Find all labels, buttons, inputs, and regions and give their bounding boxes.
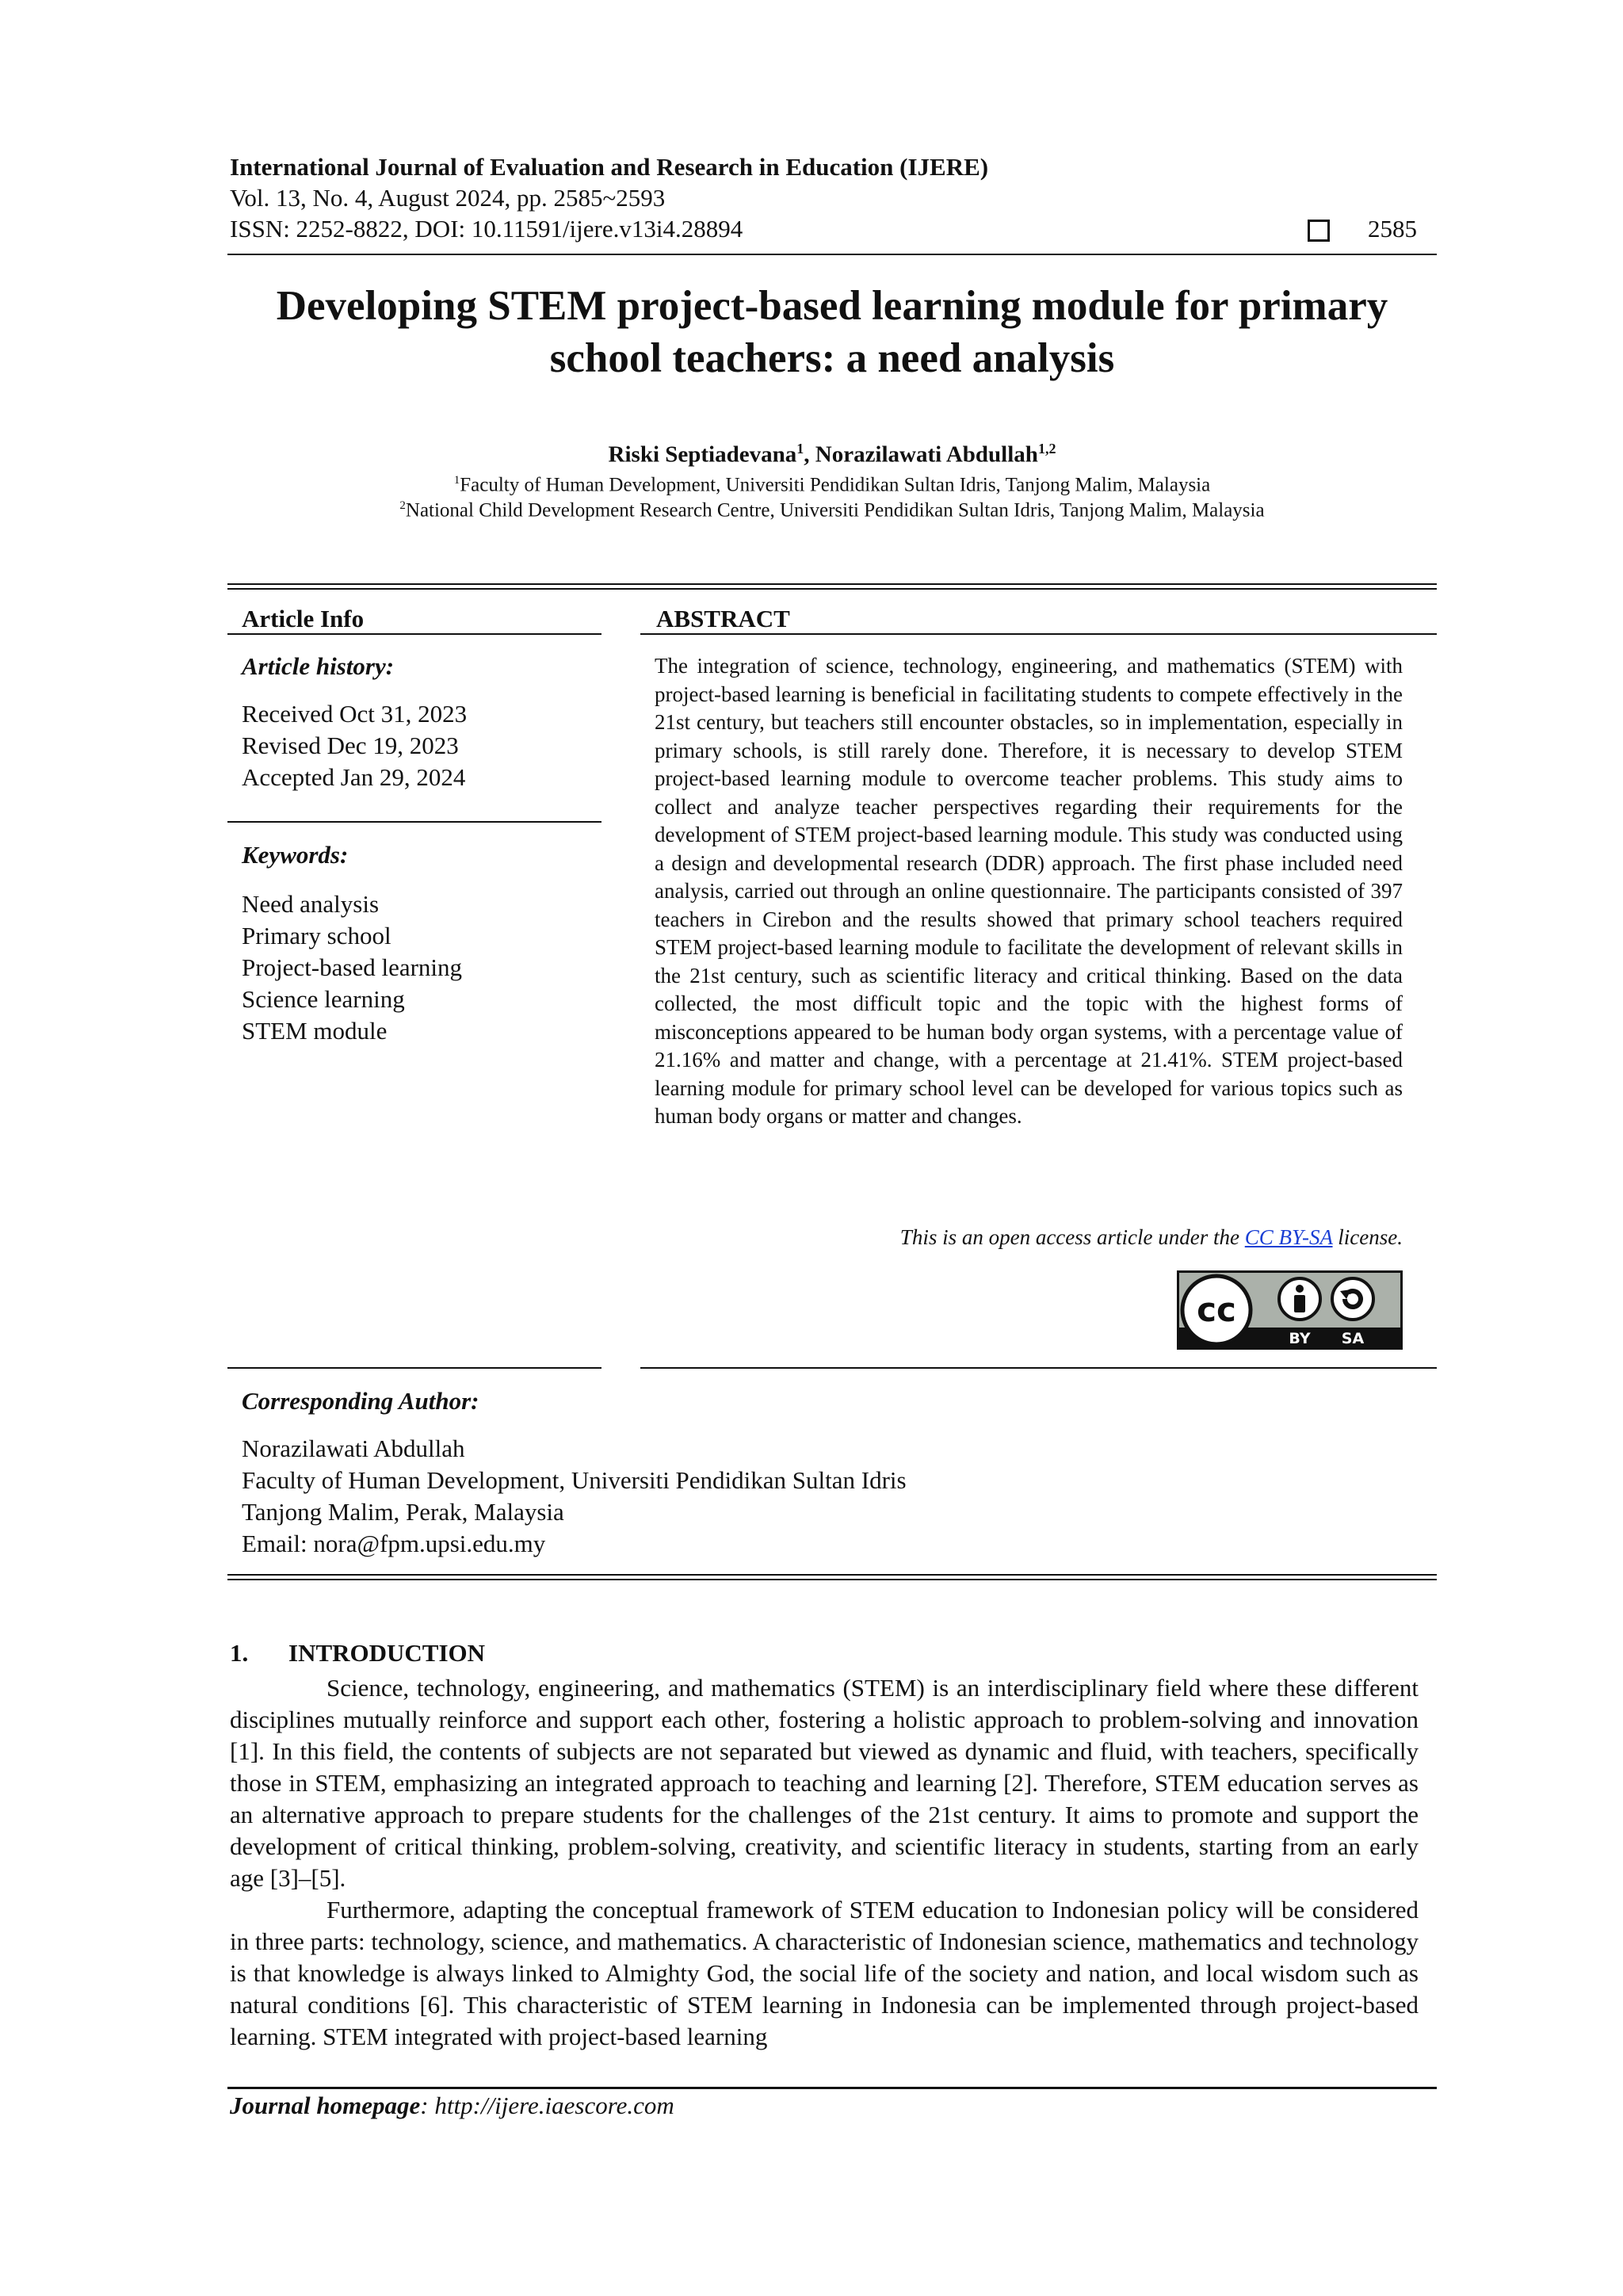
journal-homepage[interactable] [230, 2092, 674, 2120]
author-name: Riski Septiadevana [608, 441, 797, 468]
infobox-bottom-rule-2 [227, 1579, 1437, 1580]
affil-text: National Child Development Research Centre, Universiti Pendidikan Sultan Idris, Tanjong Malim, Malaysia [405, 499, 1265, 521]
intro-paragraph-2: Furthermore, adapting the conceptual framework of STEM education to Indonesian policy will be considered in three parts: technology, science, and mathematics. A characteristic of Indonesian science, mathematics and technology is that knowledge is always linked to Almighty God, the social life of the society and nation, and local wisdom such as natural conditions [6]. This characteristic of STEM learning in Indonesia can be implemented through project-based learning. STEM integrated with project-based learning [230, 1896, 1419, 2050]
oa-suffix: license. [1332, 1225, 1403, 1249]
article-title: Developing STEM project-based learning module for primary school teachers: a need analysis [276, 283, 1388, 381]
abstract-heading: ABSTRACT [656, 605, 790, 632]
footer-url: : http://ijere.iaescore.com [420, 2092, 674, 2119]
cc-by-sa-badge[interactable] [1177, 1270, 1403, 1354]
keyword-item: Project-based learning [242, 953, 463, 981]
author-affil-sup: 1,2 [1037, 441, 1056, 457]
history-rule [227, 821, 601, 823]
journal-name: International Journal of Evaluation and Research in Education (IJERE) [230, 153, 989, 181]
corresponding-dept: Faculty of Human Development, Universiti Pendidikan Sultan Idris [242, 1466, 907, 1494]
cc-badge-svg [1177, 1270, 1403, 1350]
header-divider [227, 254, 1437, 255]
section-number: 1. [230, 1639, 249, 1667]
page-number: 2585 [1368, 215, 1417, 243]
volume-line: Vol. 13, No. 4, August 2024, pp. 2585~2593 [230, 184, 666, 212]
sa-share-alike-icon [1332, 1278, 1373, 1320]
author-affil-sup: 1 [796, 441, 804, 457]
infobox-bottom-rule [227, 1574, 1437, 1576]
square-icon [1308, 220, 1330, 242]
corresponding-author-heading: Corresponding Author: [242, 1387, 479, 1415]
abstract-bottom-rule [640, 1367, 1437, 1369]
article-info-heading: Article Info [242, 605, 365, 632]
affiliation-2 [227, 499, 1437, 521]
section-title: INTRODUCTION [288, 1639, 486, 1667]
author-name: Norazilawati Abdullah [815, 441, 1038, 468]
revised-date: Revised Dec 19, 2023 [242, 732, 459, 759]
badge-by-label: BY [1289, 1330, 1311, 1347]
abstract-text: The integration of science, technology, engineering, and mathematics (STEM) with project-based learning is beneficial in facilitating students to compete effectively in the 21st century, but teachers still encounter obstacles, so in implementation, especially in primary schools, is still rarely done. Therefore, it is necessary to develop STEM project-based learning module to overcome teacher problems. This study aims to collect and analyze teacher perspectives regarding their requirements for the development of STEM project-based learning module. This study was conducted using a design and developmental research (DDR) approach. The first phase included need analysis, carried out through an online questionnaire. The participants consisted of 397 teachers in Cirebon and the results showed that primary school teachers required STEM project-based learning module to facilitate the development of relevant skills in the 21st century, such as scientific literacy and critical thinking. Based on the data collected, the most difficult topic and the topic with the highest forms of misconceptions appeared to be human body organ systems, with a percentage value of 21.16% and matter and change, with a percentage at 21.41%. STEM project-based learning module for primary school level can be developed for various topics such as human body organs or matter and changes. [655, 654, 1403, 1128]
keywords-heading: Keywords: [242, 841, 349, 869]
corresponding-name: Norazilawati Abdullah [242, 1435, 465, 1462]
article-info-rule [227, 633, 601, 635]
introduction-heading [230, 1639, 485, 1668]
affil-text: Faculty of Human Development, Universiti Pendidikan Sultan Idris, Tanjong Malim, Malaysia [460, 474, 1211, 496]
affil-sup: 2 [399, 499, 406, 512]
author-separator: , [804, 441, 815, 468]
oa-prefix: This is an open access article under the [899, 1225, 1245, 1249]
keyword-item: STEM module [242, 1017, 388, 1045]
keyword-item: Science learning [242, 985, 405, 1013]
cc-icon-label: cc [1197, 1290, 1236, 1329]
open-access-note [655, 1225, 1403, 1250]
corresponding-email[interactable]: Email: nora@fpm.upsi.edu.my [242, 1530, 546, 1557]
abstract-rule [640, 633, 1437, 635]
by-person-body [1294, 1295, 1305, 1312]
affil-sup: 1 [453, 474, 460, 487]
footer-label: Journal homepage [230, 2092, 421, 2119]
by-person-head [1296, 1285, 1304, 1293]
badge-sa-label: SA [1341, 1330, 1365, 1347]
keyword-item: Need analysis [242, 890, 380, 918]
author-line [227, 441, 1437, 468]
footer-divider [227, 2087, 1437, 2089]
license-link[interactable]: CC BY-SA [1244, 1225, 1333, 1249]
intro-paragraph-1: Science, technology, engineering, and mathematics (STEM) is an interdisciplinary field where these different disciplines mutually reinforce and support each other, fostering a holistic approach to problem-solving and innovation [1]. In this field, the contents of subjects are not separated but viewed as dynamic and fluid, with teachers, specifically those in STEM, emphasizing an integrated approach to teaching and learning [2]. Therefore, STEM education serves as an alternative approach to prepare students for the challenges of the 21st century. It aims to promote and support the development of critical thinking, problem-solving, creativity, and scientific literacy in students, starting from an early age [3]–[5]. [230, 1674, 1419, 1892]
received-date: Received Oct 31, 2023 [242, 700, 468, 728]
accepted-date: Accepted Jan 29, 2024 [242, 763, 466, 791]
corresponding-location: Tanjong Malim, Perak, Malaysia [242, 1498, 564, 1526]
infobox-top-rule [227, 583, 1437, 585]
affiliation-1 [227, 474, 1437, 496]
article-history-heading: Article history: [242, 652, 395, 680]
issn-doi-line: ISSN: 2252-8822, DOI: 10.11591/ijere.v13i4.28894 [230, 215, 743, 243]
keyword-item: Primary school [242, 922, 391, 949]
keywords-bottom-rule [227, 1367, 601, 1369]
infobox-top-rule-2 [227, 588, 1437, 590]
